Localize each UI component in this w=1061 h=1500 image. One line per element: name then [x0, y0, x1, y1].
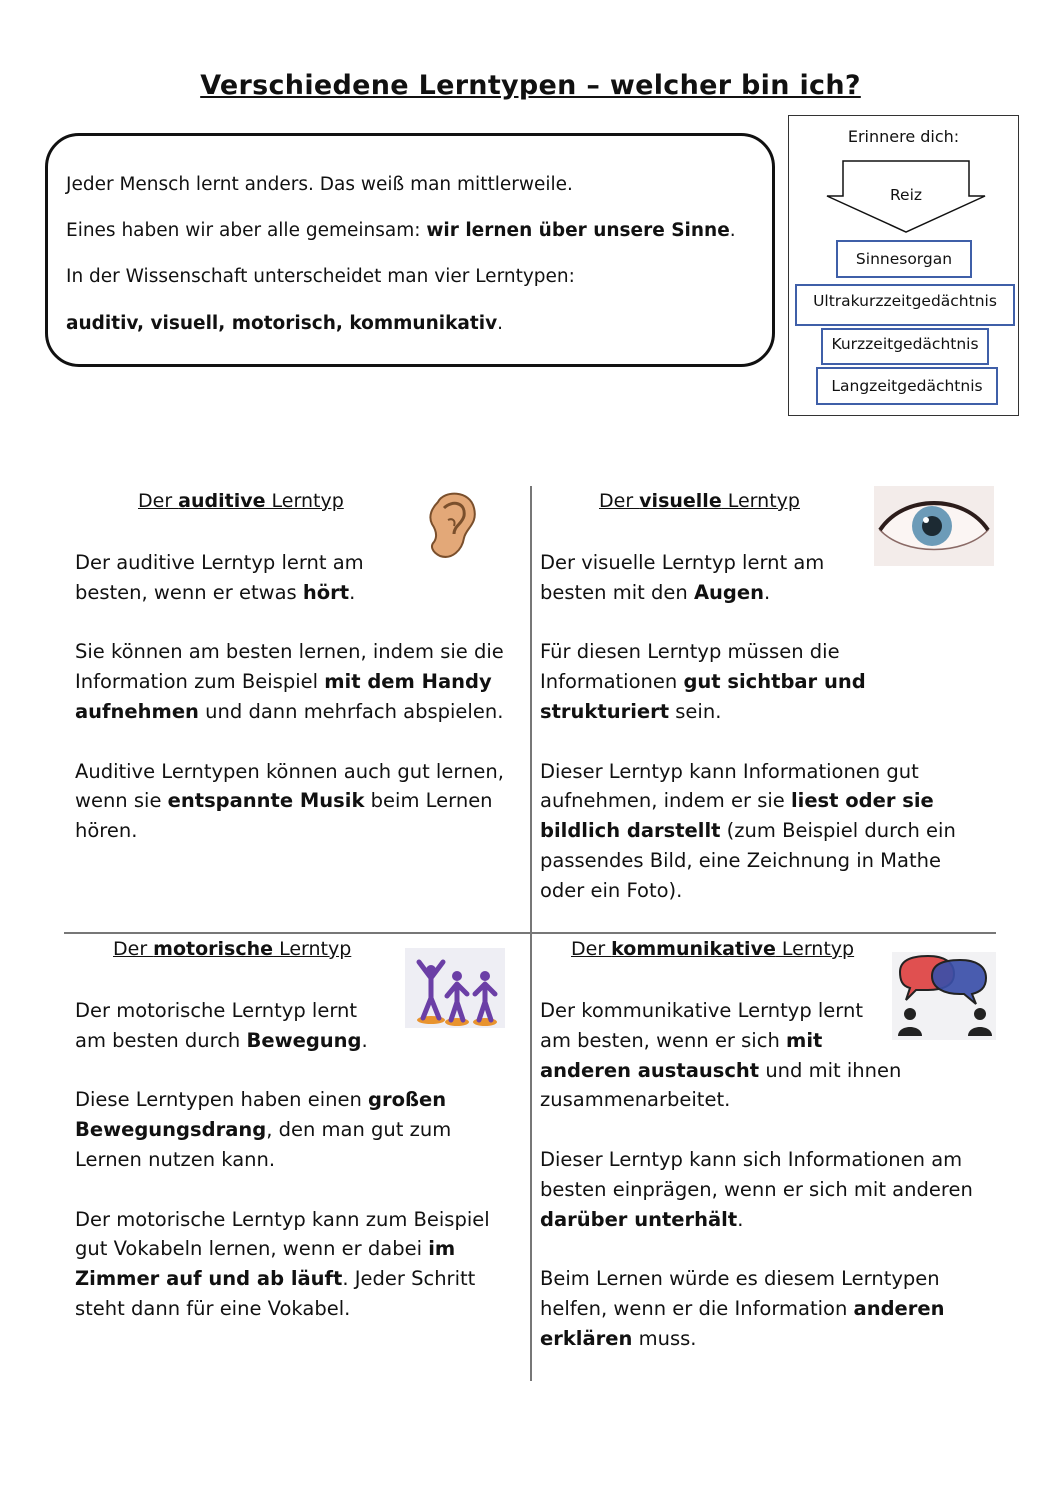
auditiv-text: Der auditive Lerntyp lernt am besten, wenn er etwas hört. Sie können am besten lernen, indem sie die Information zum Beispiel mit dem Handy aufnehmen und dann mehrfach abspielen. Auditive Lerntypen können auch gut lernen, wenn sie entspannte Musik beim Lernen hören.: [75, 551, 504, 843]
kommunikativ-heading: Der kommunikative Lerntyp: [571, 938, 855, 960]
motorisch-heading: Der motorische Lerntyp: [113, 938, 352, 960]
visuell-heading: Der visuelle Lerntyp: [599, 490, 800, 512]
memory-step-kurzzeit: Kurzzeitgedächtnis: [821, 328, 989, 365]
intro-box: [45, 133, 775, 367]
memory-step-langzeit: Langzeitgedächtnis: [816, 367, 998, 405]
intro-line-2: Eines haben wir aber alle gemeinsam: wir lernen über unsere Sinne.: [66, 220, 736, 241]
kommunikativ-text: Der kommunikative Lerntyp lernt am besten, wenn er sich mit anderen austauscht und mit ihnen zusammenarbeitet. Dieser Lerntyp kann sich Informationen am besten einprägen, wenn er sich mit anderen darüber unterhält. Beim Lernen würde es diesem Lerntypen helfen, wenn er die Information anderen erklären muss.: [540, 999, 973, 1350]
motorisch-text: Der motorische Lerntyp lernt am besten durch Bewegung. Diese Lerntypen haben einen großen Bewegungsdrang, den man gut zum Lernen nutzen kann. Der motorische Lerntyp kann zum Beispiel gut Vokabeln lernen, wenn er dabei im Zimmer auf und ab läuft. Jeder Schritt steht dann für eine Vokabel.: [75, 999, 490, 1320]
memory-arrow-label: Reiz: [889, 186, 923, 204]
intro-line-1: Jeder Mensch lernt anders. Das weiß man mittlerweile.: [66, 174, 573, 195]
memory-step-sinnesorgan: Sinnesorgan: [836, 240, 972, 278]
grid-divider-vertical: [530, 486, 532, 1381]
auditiv-heading: Der auditive Lerntyp: [138, 490, 344, 512]
memory-step-ultrakurzzeit: Ultrakurzzeitgedächtnis: [795, 284, 1015, 326]
intro-line-4: auditiv, visuell, motorisch, kommunikativ.: [66, 313, 504, 334]
intro-line-3: In der Wissenschaft unterscheidet man vier Lerntypen:: [66, 266, 575, 287]
memory-diagram: [788, 115, 1019, 416]
page-title: Verschiedene Lerntypen – welcher bin ich?: [200, 70, 861, 101]
memory-title: Erinnere dich:: [847, 127, 960, 146]
visuell-text: Der visuelle Lerntyp lernt am besten mit den Augen. Für diesen Lerntyp müssen die Informationen gut sichtbar und strukturiert sein. Dieser Lerntyp kann Informationen gut aufnehmen, indem er sie liest oder sie bildlich darstellt (zum Beispiel durch ein passendes Bild, eine Zeichnung in Mathe oder ein Foto).: [540, 551, 956, 902]
